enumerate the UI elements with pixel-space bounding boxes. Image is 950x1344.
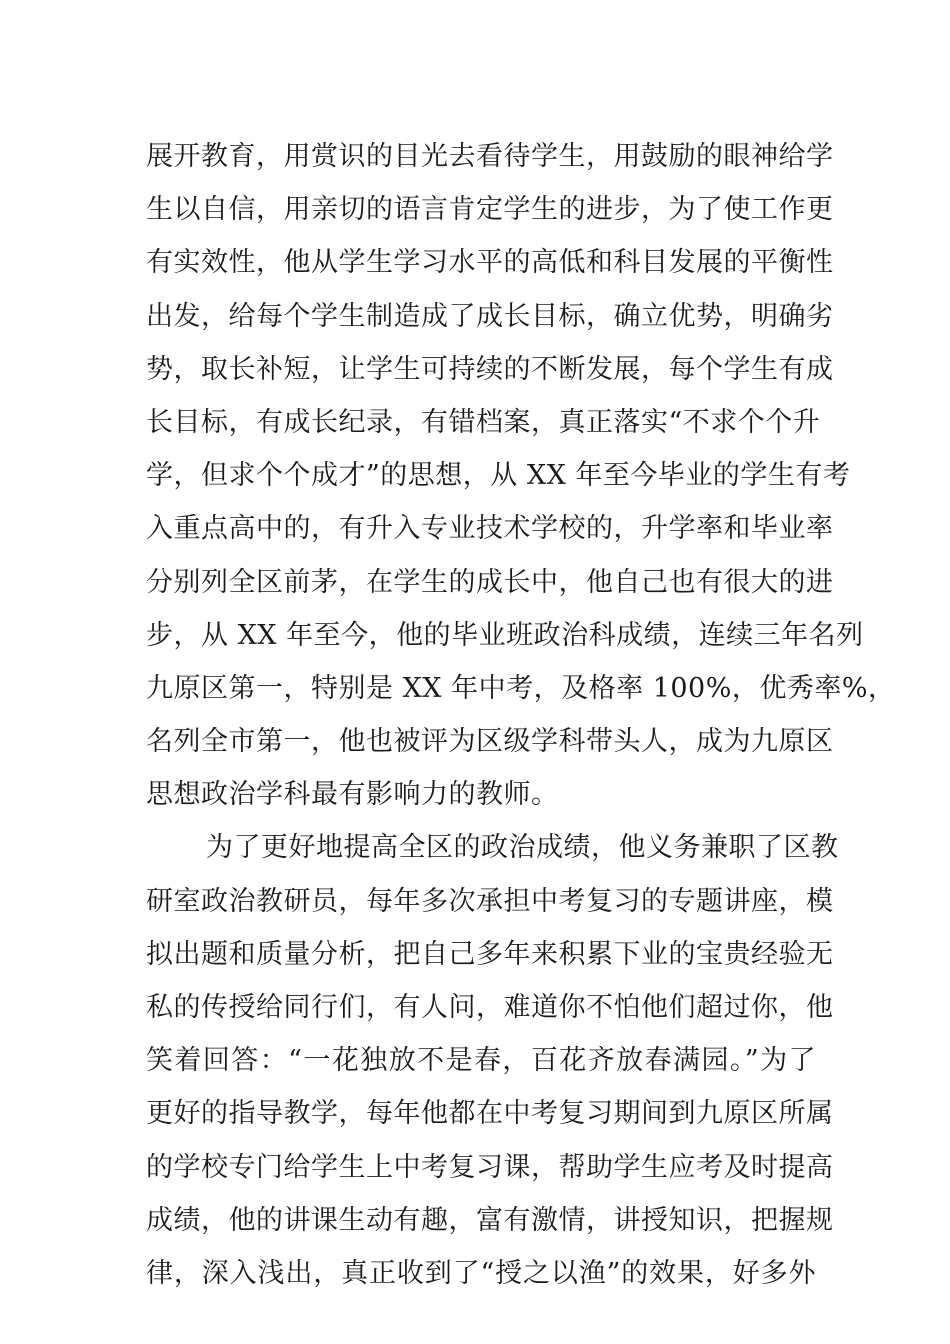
text-line: 笑着回答：“一花独放不是春，百花齐放春满园。”为了 [146,1045,816,1077]
text-line: 步，从 XX 年至今，他的毕业班政治科成绩，连续三年名列 [146,619,864,651]
text-line: 为了更好地提高全区的政治成绩，他义务兼职了区教 [206,832,839,864]
text-line: 势，取长补短，让学生可持续的不断发展，每个学生有成 [146,353,834,385]
text-line: 律，深入浅出，真正收到了“授之以渔”的效果，好多外 [146,1257,816,1289]
text-line: 长目标，有成长纪录，有错档案，真正落实“不求个个升 [146,406,821,438]
text-line: 入重点高中的，有升入专业技术学校的，升学率和毕业率 [146,513,834,545]
text-line: 思想政治学科最有影响力的教师。 [146,779,559,811]
text-line: 研室政治教研员，每年多次承担中考复习的专题讲座，模 [146,885,834,917]
text-line: 分别列全区前茅，在学生的成长中，他自己也有很大的进 [146,566,834,598]
text-line: 展开教育，用赏识的目光去看待学生，用鼓励的眼神给学 [146,141,834,172]
text-line: 有实效性，他从学生学习水平的高低和科目发展的平衡性 [146,247,834,279]
text-line: 更好的指导教学，每年他都在中考复习期间到九原区所属 [146,1098,834,1130]
text-line: 学，但求个个成才”的思想，从 XX 年至今毕业的学生有考 [146,460,851,492]
text-line: 的学校专门给学生上中考复习课，帮助学生应考及时提高 [146,1151,834,1183]
text-line: 出发，给每个学生制造成了成长目标，确立优势，明确劣 [146,300,834,332]
text-line: 拟出题和质量分析，把自己多年来积累下业的宝贵经验无 [146,938,834,970]
text-line: 九原区第一，特别是 XX 年中考，及格率 100%，优秀率%， [146,672,896,704]
text-line: 生以自信，用亲切的语言肯定学生的进步，为了使工作更 [146,194,834,226]
body-text [146,130,896,1300]
paragraph-2 [146,821,839,1300]
text-line: 名列全市第一，他也被评为区级学科带头人，成为九原区 [146,726,834,758]
paragraph-1 [146,130,896,821]
text-line: 成绩，他的讲课生动有趣，富有激情，讲授知识，把握规 [146,1204,834,1236]
text-line: 私的传授给同行们，有人问，难道你不怕他们超过你，他 [146,992,834,1023]
